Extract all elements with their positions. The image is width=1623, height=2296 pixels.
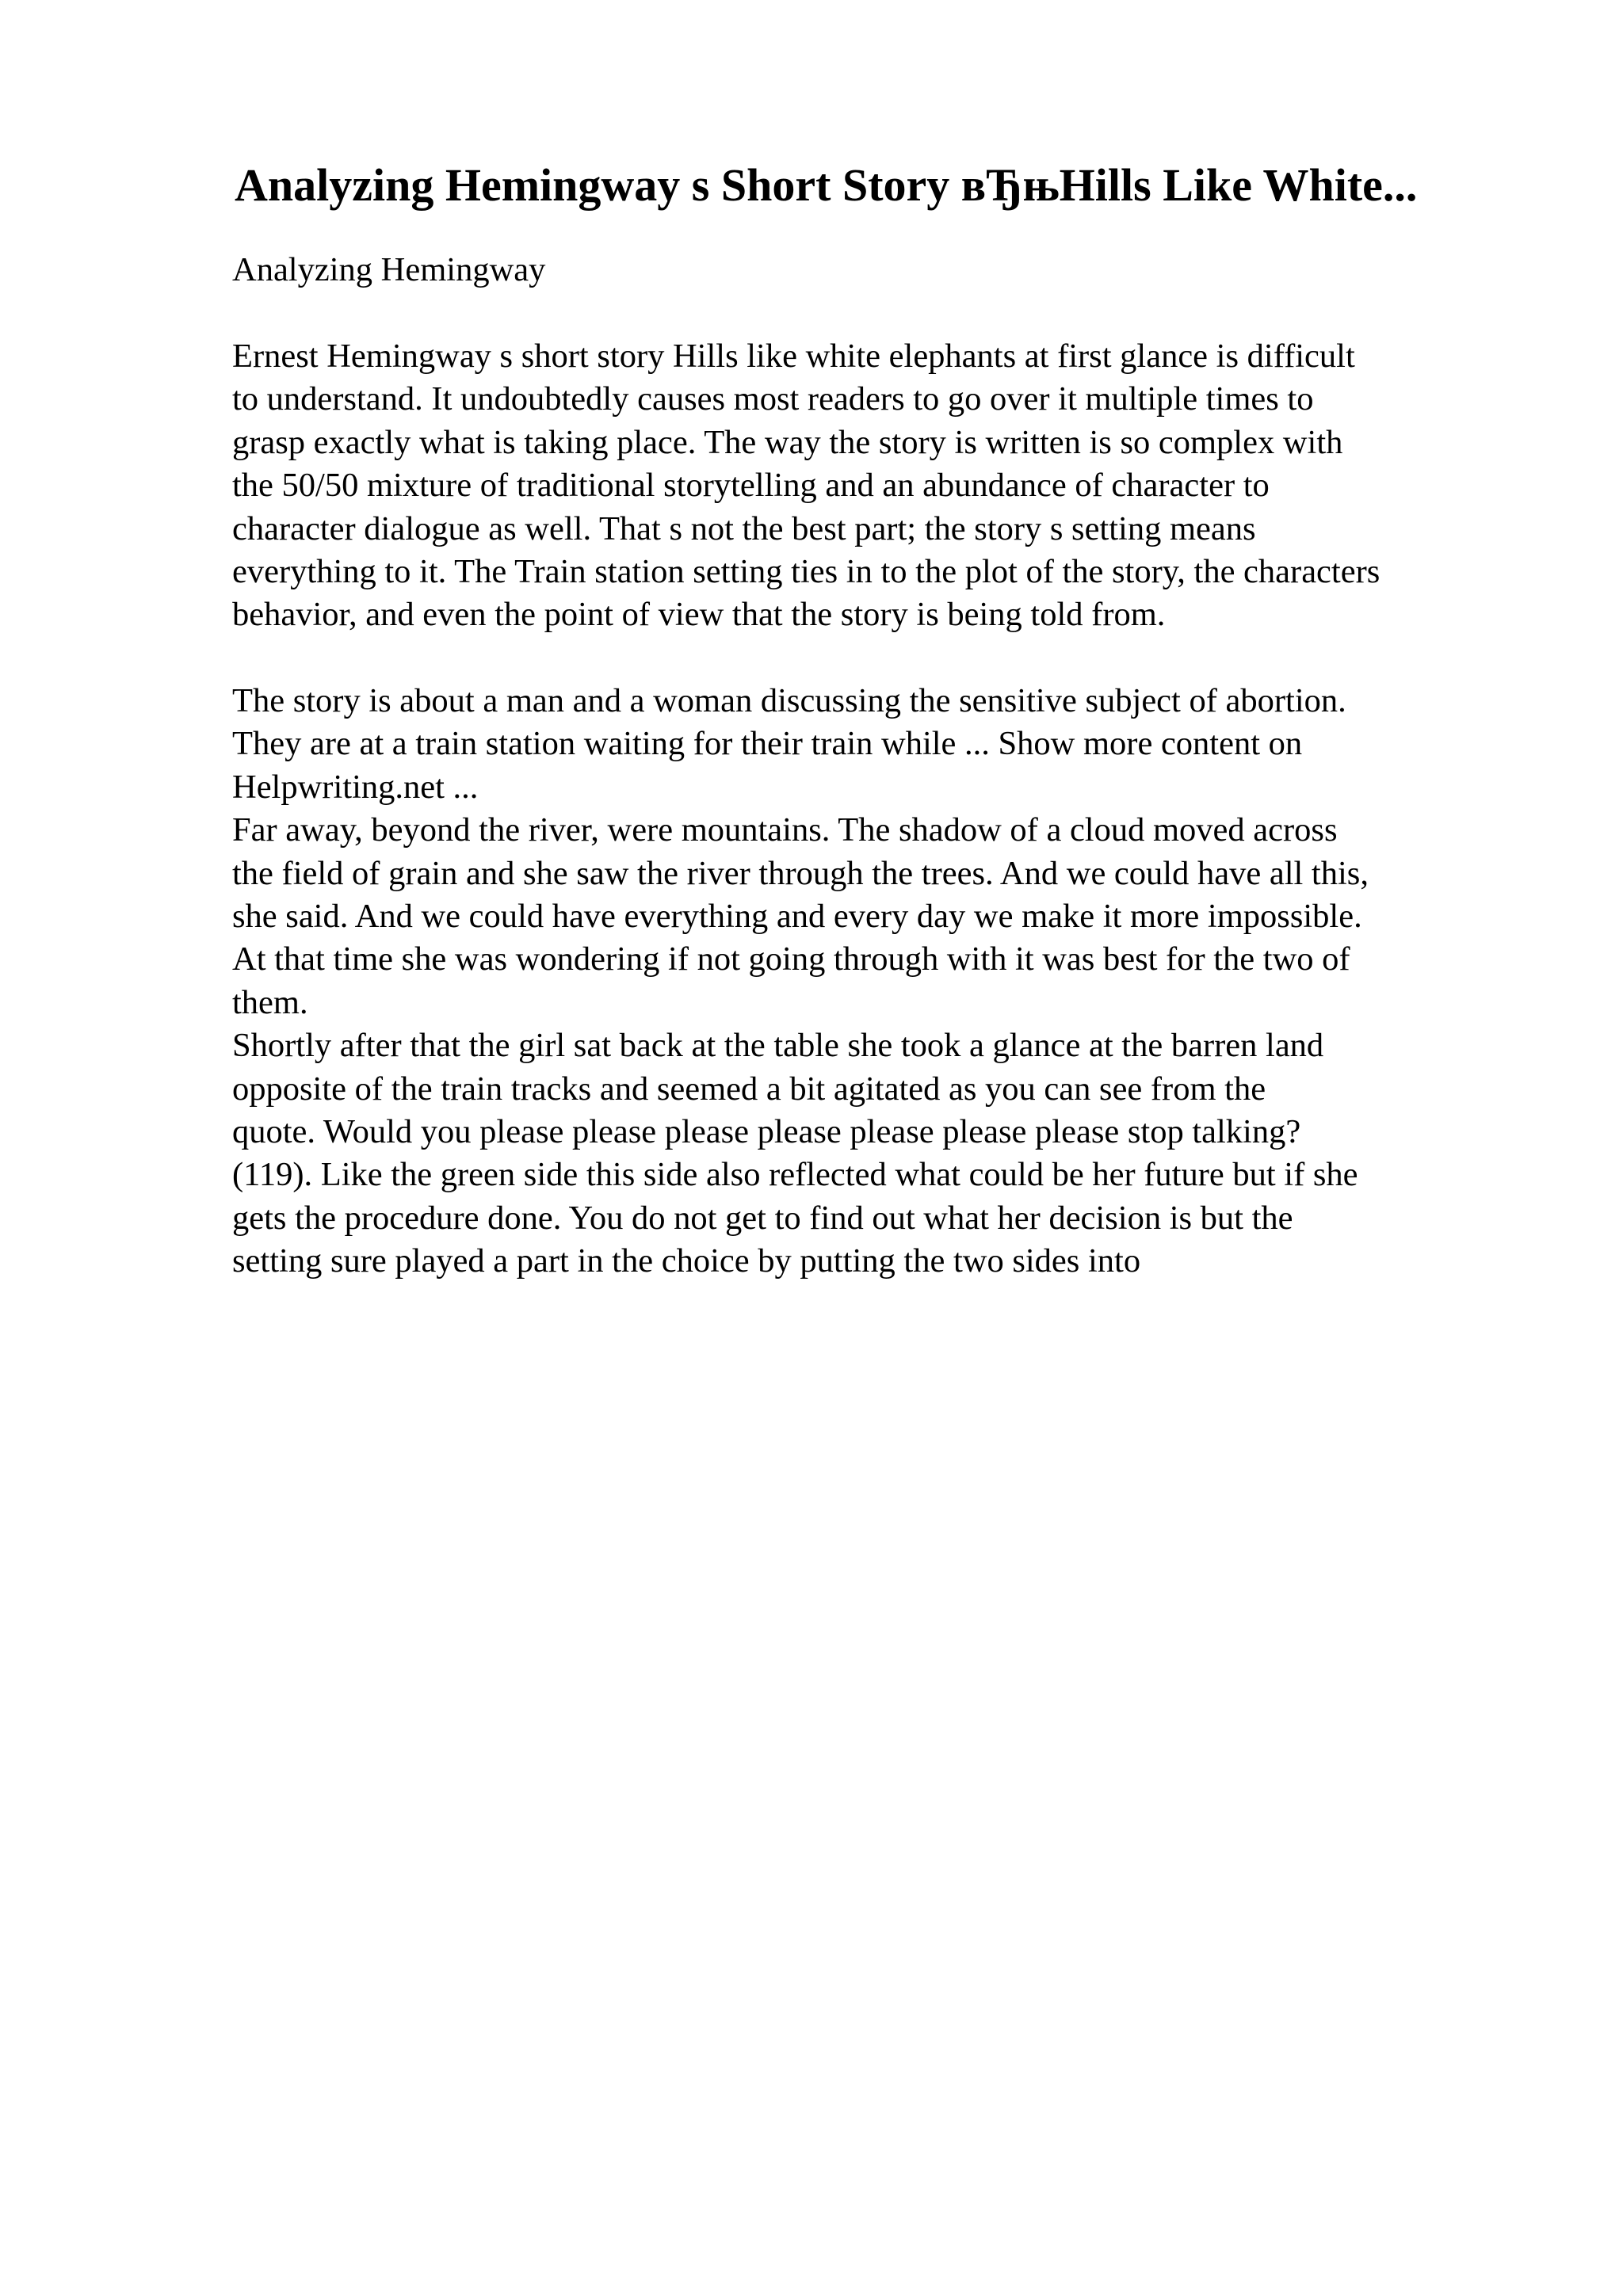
paragraph-1-line: behavior, and even the point of view that the story is being told from. [232,596,1166,634]
paragraph-1-line: character dialogue as well. That s not the best part; the story s setting means [232,509,1256,547]
paragraph-2-line: Helpwriting.net ... [232,768,479,806]
paragraph-1 [232,335,1579,637]
paragraph-1-line: to understand. It undoubtedly causes most readers to go over it multiple times to [232,380,1314,418]
paragraph-2-line: opposite of the train tracks and seemed a bit agitated as you can see from the [232,1070,1266,1108]
paragraph-2-line: Far away, beyond the river, were mountains. The shadow of a cloud moved across [232,811,1338,849]
paragraph-2-line: Shortly after that the girl sat back at the table she took a glance at the barren land [232,1027,1324,1065]
paragraph-1-line: the 50/50 mixture of traditional storytelling and an abundance of character to [232,467,1270,505]
paragraph-2 [232,680,1579,1283]
paragraph-2-line: The story is about a man and a woman discussing the sensitive subject of abortion. [232,682,1346,719]
paragraph-1-line: everything to it. The Train station setting ties in to the plot of the story, the characters [232,552,1381,590]
paragraph-2-line: At that time she was wondering if not going through with it was best for the two of [232,940,1350,978]
paragraph-2-line: quote. Would you please please please please please please please stop talking? [232,1112,1301,1150]
document-title: Analyzing Hemingway s Short Story вЂњHills Like White... [235,159,1418,211]
paragraph-2-line: gets the procedure done. You do not get to find out what her decision is but the [232,1199,1293,1237]
paragraph-1-line: grasp exactly what is taking place. The way the story is written is so complex with [232,423,1343,461]
paragraph-2-line: she said. And we could have everything and every day we make it more impossible. [232,897,1362,935]
paragraph-2-line: (119). Like the green side this side also reflected what could be her future but if she [232,1156,1358,1194]
paragraph-2-line: the field of grain and she saw the river through the trees. And we could have all this, [232,854,1369,892]
paragraph-1-line: Ernest Hemingway s short story Hills like white elephants at first glance is difficult [232,338,1355,375]
paragraph-2-line: them. [232,983,308,1021]
document-subtitle: Analyzing Hemingway [232,251,546,288]
paragraph-2-line: setting sure played a part in the choice by putting the two sides into [232,1242,1141,1280]
paragraph-2-line: They are at a train station waiting for their train while ... Show more content on [232,725,1303,763]
